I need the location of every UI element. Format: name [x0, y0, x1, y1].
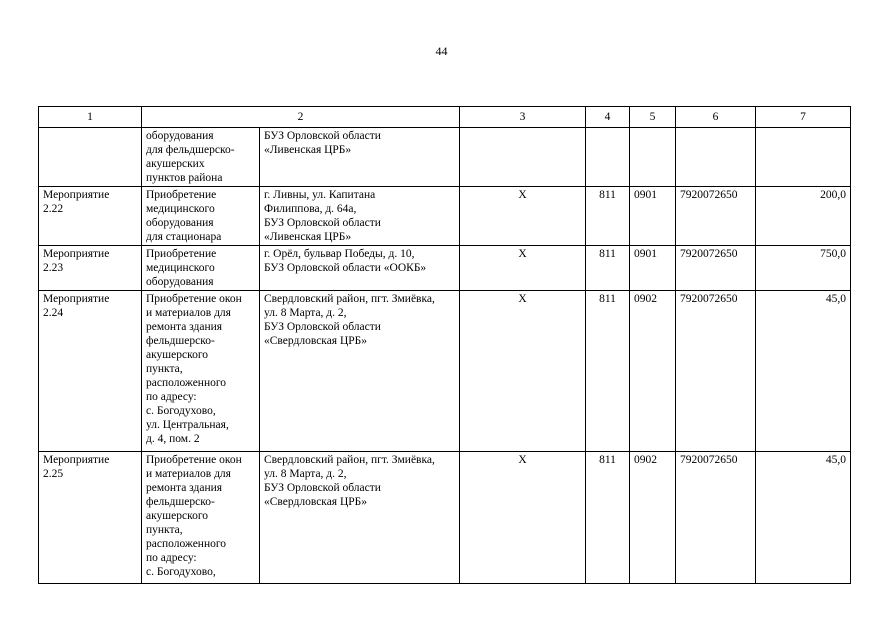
col7-cell: 750,0	[756, 246, 851, 291]
event-cell: Мероприятие 2.24	[39, 291, 142, 452]
header-cell: 2	[142, 107, 460, 128]
address-cell: г. Ливны, ул. Капитана Филиппова, д. 64а, БУЗ Орловской области «Ливенская ЦРБ»	[260, 187, 460, 246]
col7-cell: 45,0	[756, 452, 851, 584]
col5-cell	[630, 128, 676, 187]
table-row	[39, 246, 851, 291]
col3-cell: Х	[460, 452, 586, 584]
name-cell: Приобретение медицинского оборудования для стационара	[142, 187, 260, 246]
col3-cell: Х	[460, 246, 586, 291]
col4-cell: 811	[586, 187, 630, 246]
header-cell: 6	[676, 107, 756, 128]
event-cell	[39, 128, 142, 187]
col6-cell: 7920072650	[676, 246, 756, 291]
col3-cell: Х	[460, 291, 586, 452]
col5-cell: 0901	[630, 246, 676, 291]
col5-cell: 0901	[630, 187, 676, 246]
col6-cell	[676, 128, 756, 187]
table-row	[39, 187, 851, 246]
header-cell: 7	[756, 107, 851, 128]
col4-cell: 811	[586, 452, 630, 584]
name-cell: Приобретение окон и материалов для ремонта здания фельдшерско- акушерского пункта, расположенного по адресу: с. Богодухово,	[142, 452, 260, 584]
col6-cell: 7920072650	[676, 452, 756, 584]
name-cell: оборудования для фельдшерско- акушерских пунктов района	[142, 128, 260, 187]
table-header-row	[39, 107, 851, 128]
table-row	[39, 291, 851, 452]
name-cell: Приобретение окон и материалов для ремонта здания фельдшерско- акушерского пункта, расположенного по адресу: с. Богодухово, ул. Центральная, д. 4, пом. 2	[142, 291, 260, 452]
col6-cell: 7920072650	[676, 291, 756, 452]
budget-table	[38, 106, 851, 584]
header-cell: 5	[630, 107, 676, 128]
col4-cell	[586, 128, 630, 187]
page-number: 44	[435, 44, 448, 58]
col7-cell: 45,0	[756, 291, 851, 452]
address-cell: г. Орёл, бульвар Победы, д. 10, БУЗ Орловской области «ООКБ»	[260, 246, 460, 291]
address-cell: Свердловский район, пгт. Змиёвка, ул. 8 Марта, д. 2, БУЗ Орловской области «Свердловская ЦРБ»	[260, 452, 460, 584]
col3-cell	[460, 128, 586, 187]
table-row	[39, 452, 851, 584]
col5-cell: 0902	[630, 452, 676, 584]
col4-cell: 811	[586, 291, 630, 452]
event-cell: Мероприятие 2.25	[39, 452, 142, 584]
col3-cell: Х	[460, 187, 586, 246]
header-cell: 4	[586, 107, 630, 128]
event-cell: Мероприятие 2.23	[39, 246, 142, 291]
col6-cell: 7920072650	[676, 187, 756, 246]
col4-cell: 811	[586, 246, 630, 291]
address-cell: БУЗ Орловской области «Ливенская ЦРБ»	[260, 128, 460, 187]
header-cell: 3	[460, 107, 586, 128]
table-row	[39, 128, 851, 187]
address-cell: Свердловский район, пгт. Змиёвка, ул. 8 Марта, д. 2, БУЗ Орловской области «Свердловская ЦРБ»	[260, 291, 460, 452]
col5-cell: 0902	[630, 291, 676, 452]
event-cell: Мероприятие 2.22	[39, 187, 142, 246]
name-cell: Приобретение медицинского оборудования	[142, 246, 260, 291]
col7-cell	[756, 128, 851, 187]
col7-cell: 200,0	[756, 187, 851, 246]
header-cell: 1	[39, 107, 142, 128]
